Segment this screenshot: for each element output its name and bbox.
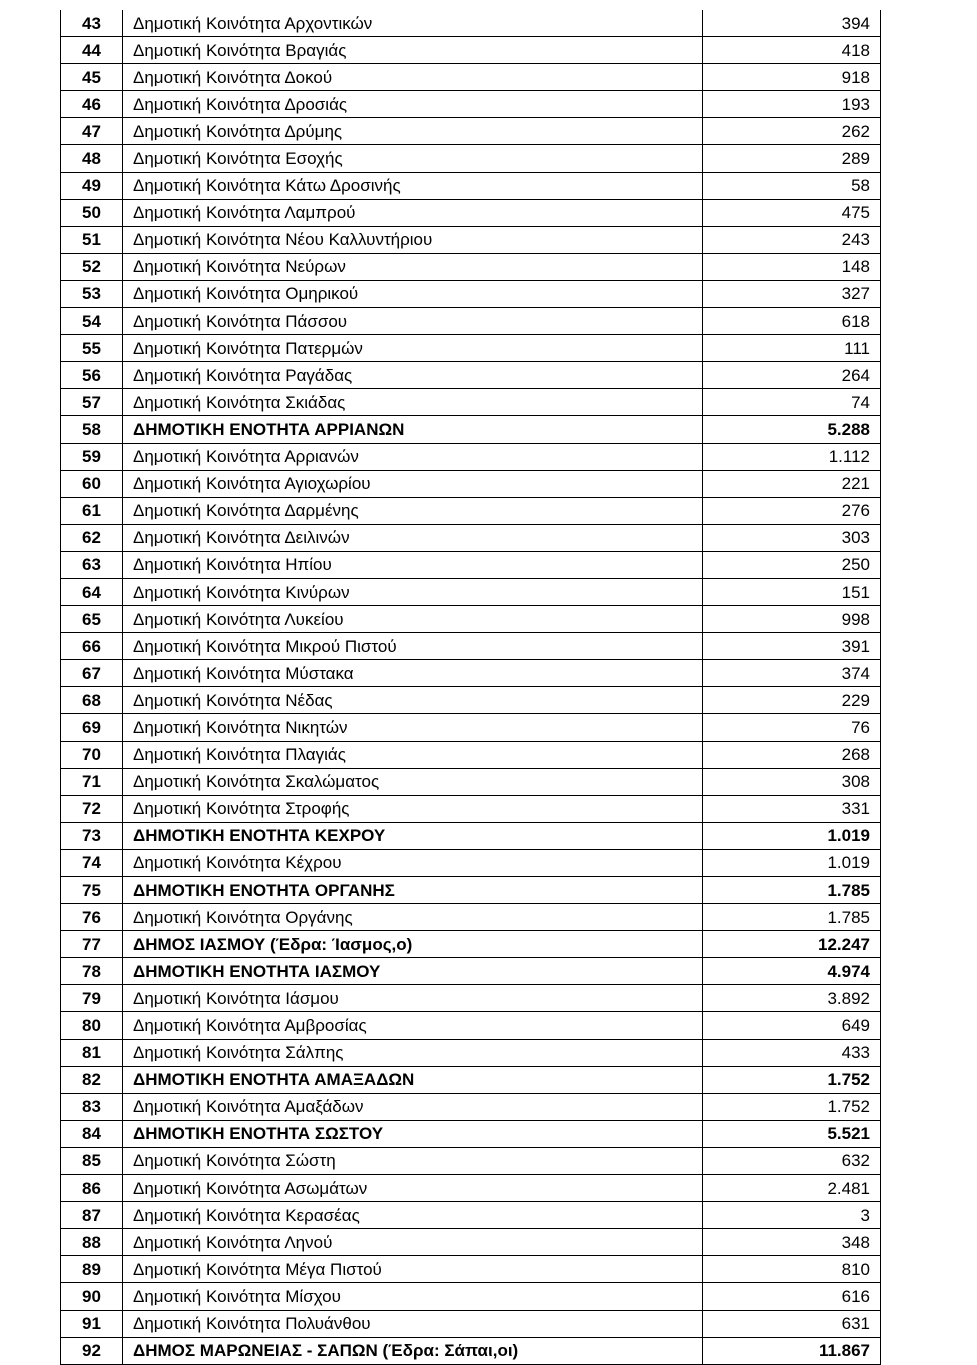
row-number-cell: 48 <box>61 145 123 172</box>
population-value-cell: 5.288 <box>703 416 881 443</box>
table-row <box>61 524 881 551</box>
community-name-cell: ΔΗΜΟΤΙΚΗ ΕΝΟΤΗΤΑ ΙΑΣΜΟΥ <box>123 958 703 985</box>
population-value-cell: 3 <box>703 1202 881 1229</box>
table-row <box>61 1012 881 1039</box>
row-number-cell: 55 <box>61 335 123 362</box>
population-value-cell: 1.752 <box>703 1066 881 1093</box>
population-value-cell: 418 <box>703 37 881 64</box>
community-name-cell: Δημοτική Κοινότητα Αμβροσίας <box>123 1012 703 1039</box>
table-row <box>61 389 881 416</box>
row-number-cell: 44 <box>61 37 123 64</box>
community-name-cell: Δημοτική Κοινότητα Δρύμης <box>123 118 703 145</box>
community-name-cell: Δημοτική Κοινότητα Δαρμένης <box>123 497 703 524</box>
row-number-cell: 76 <box>61 904 123 931</box>
row-number-cell: 84 <box>61 1120 123 1147</box>
population-value-cell: 148 <box>703 253 881 280</box>
population-value-cell: 391 <box>703 633 881 660</box>
table-row <box>61 443 881 470</box>
row-number-cell: 77 <box>61 931 123 958</box>
community-name-cell: Δημοτική Κοινότητα Νέου Καλλυντήριου <box>123 226 703 253</box>
community-name-cell: Δημοτική Κοινότητα Κάτω Δροσινής <box>123 172 703 199</box>
table-row <box>61 416 881 443</box>
population-value-cell: 1.785 <box>703 904 881 931</box>
community-name-cell: Δημοτική Κοινότητα Πλαγιάς <box>123 741 703 768</box>
row-number-cell: 75 <box>61 877 123 904</box>
population-value-cell: 268 <box>703 741 881 768</box>
row-number-cell: 59 <box>61 443 123 470</box>
population-value-cell: 264 <box>703 362 881 389</box>
community-name-cell: Δημοτική Κοινότητα Βραγιάς <box>123 37 703 64</box>
community-name-cell: Δημοτική Κοινότητα Πολυάνθου <box>123 1310 703 1337</box>
row-number-cell: 71 <box>61 768 123 795</box>
population-value-cell: 5.521 <box>703 1120 881 1147</box>
population-value-cell: 193 <box>703 91 881 118</box>
community-name-cell: ΔΗΜΟΤΙΚΗ ΕΝΟΤΗΤΑ ΣΩΣΤΟΥ <box>123 1120 703 1147</box>
population-value-cell: 76 <box>703 714 881 741</box>
row-number-cell: 53 <box>61 280 123 307</box>
row-number-cell: 43 <box>61 10 123 37</box>
row-number-cell: 79 <box>61 985 123 1012</box>
table-row <box>61 687 881 714</box>
table-row <box>61 118 881 145</box>
community-name-cell: Δημοτική Κοινότητα Ηπίου <box>123 551 703 578</box>
community-name-cell: Δημοτική Κοινότητα Νεύρων <box>123 253 703 280</box>
row-number-cell: 49 <box>61 172 123 199</box>
population-value-cell: 632 <box>703 1147 881 1174</box>
table-row <box>61 768 881 795</box>
community-name-cell: Δημοτική Κοινότητα Δροσιάς <box>123 91 703 118</box>
table-row <box>61 91 881 118</box>
population-value-cell: 1.112 <box>703 443 881 470</box>
table-row <box>61 958 881 985</box>
population-value-cell: 327 <box>703 280 881 307</box>
table-row <box>61 551 881 578</box>
row-number-cell: 89 <box>61 1256 123 1283</box>
table-row <box>61 1256 881 1283</box>
row-number-cell: 50 <box>61 199 123 226</box>
community-name-cell: Δημοτική Κοινότητα Λαμπρού <box>123 199 703 226</box>
table-row <box>61 253 881 280</box>
table-row <box>61 335 881 362</box>
table-row <box>61 470 881 497</box>
table-row <box>61 1283 881 1310</box>
table-row <box>61 578 881 605</box>
row-number-cell: 86 <box>61 1175 123 1202</box>
population-value-cell: 221 <box>703 470 881 497</box>
community-name-cell: Δημοτική Κοινότητα Δοκού <box>123 64 703 91</box>
community-name-cell: ΔΗΜΟΤΙΚΗ ΕΝΟΤΗΤΑ ΑΡΡΙΑΝΩΝ <box>123 416 703 443</box>
row-number-cell: 78 <box>61 958 123 985</box>
row-number-cell: 83 <box>61 1093 123 1120</box>
table-row <box>61 660 881 687</box>
table-row <box>61 64 881 91</box>
population-value-cell: 262 <box>703 118 881 145</box>
population-value-cell: 74 <box>703 389 881 416</box>
population-value-cell: 276 <box>703 497 881 524</box>
row-number-cell: 52 <box>61 253 123 280</box>
community-name-cell: Δημοτική Κοινότητα Κινύρων <box>123 578 703 605</box>
community-name-cell: Δημοτική Κοινότητα Μικρού Πιστού <box>123 633 703 660</box>
row-number-cell: 54 <box>61 308 123 335</box>
table-row <box>61 1066 881 1093</box>
table-row <box>61 1093 881 1120</box>
row-number-cell: 91 <box>61 1310 123 1337</box>
row-number-cell: 74 <box>61 849 123 876</box>
population-value-cell: 1.785 <box>703 877 881 904</box>
population-value-cell: 1.019 <box>703 849 881 876</box>
table-row <box>61 1039 881 1066</box>
table-row <box>61 1310 881 1337</box>
community-name-cell: ΔΗΜΟΣ ΜΑΡΩΝΕΙΑΣ - ΣΑΠΩΝ (Έδρα: Σάπαι,οι) <box>123 1337 703 1364</box>
row-number-cell: 90 <box>61 1283 123 1310</box>
population-value-cell: 918 <box>703 64 881 91</box>
table-row <box>61 280 881 307</box>
community-name-cell: Δημοτική Κοινότητα Αρχοντικών <box>123 10 703 37</box>
community-name-cell: ΔΗΜΟΤΙΚΗ ΕΝΟΤΗΤΑ ΟΡΓΑΝΗΣ <box>123 877 703 904</box>
population-value-cell: 3.892 <box>703 985 881 1012</box>
population-value-cell: 303 <box>703 524 881 551</box>
community-name-cell: Δημοτική Κοινότητα Πατερμών <box>123 335 703 362</box>
table-body <box>61 10 881 1364</box>
table-row <box>61 308 881 335</box>
community-name-cell: Δημοτική Κοινότητα Ιάσμου <box>123 985 703 1012</box>
community-name-cell: Δημοτική Κοινότητα Δειλινών <box>123 524 703 551</box>
population-value-cell: 243 <box>703 226 881 253</box>
community-name-cell: Δημοτική Κοινότητα Εσοχής <box>123 145 703 172</box>
row-number-cell: 82 <box>61 1066 123 1093</box>
community-name-cell: Δημοτική Κοινότητα Πάσσου <box>123 308 703 335</box>
row-number-cell: 63 <box>61 551 123 578</box>
table-row <box>61 1120 881 1147</box>
population-value-cell: 810 <box>703 1256 881 1283</box>
community-name-cell: Δημοτική Κοινότητα Αρριανών <box>123 443 703 470</box>
row-number-cell: 45 <box>61 64 123 91</box>
table-row <box>61 37 881 64</box>
row-number-cell: 58 <box>61 416 123 443</box>
row-number-cell: 66 <box>61 633 123 660</box>
community-name-cell: Δημοτική Κοινότητα Ραγάδας <box>123 362 703 389</box>
table-row <box>61 822 881 849</box>
community-name-cell: Δημοτική Κοινότητα Λυκείου <box>123 606 703 633</box>
row-number-cell: 67 <box>61 660 123 687</box>
community-name-cell: Δημοτική Κοινότητα Αγιοχωρίου <box>123 470 703 497</box>
table-row <box>61 741 881 768</box>
row-number-cell: 64 <box>61 578 123 605</box>
community-name-cell: ΔΗΜΟΤΙΚΗ ΕΝΟΤΗΤΑ ΑΜΑΞΑΔΩΝ <box>123 1066 703 1093</box>
community-name-cell: Δημοτική Κοινότητα Ομηρικού <box>123 280 703 307</box>
community-name-cell: Δημοτική Κοινότητα Οργάνης <box>123 904 703 931</box>
population-value-cell: 58 <box>703 172 881 199</box>
community-name-cell: ΔΗΜΟΣ ΙΑΣΜΟΥ (Έδρα: Ίασμος,ο) <box>123 931 703 958</box>
row-number-cell: 70 <box>61 741 123 768</box>
row-number-cell: 87 <box>61 1202 123 1229</box>
table-row <box>61 606 881 633</box>
table-row <box>61 1202 881 1229</box>
row-number-cell: 47 <box>61 118 123 145</box>
table-row <box>61 497 881 524</box>
population-value-cell: 250 <box>703 551 881 578</box>
table-row <box>61 172 881 199</box>
population-value-cell: 433 <box>703 1039 881 1066</box>
population-value-cell: 475 <box>703 199 881 226</box>
population-value-cell: 289 <box>703 145 881 172</box>
row-number-cell: 80 <box>61 1012 123 1039</box>
population-value-cell: 151 <box>703 578 881 605</box>
community-name-cell: Δημοτική Κοινότητα Σάλπης <box>123 1039 703 1066</box>
population-value-cell: 2.481 <box>703 1175 881 1202</box>
population-value-cell: 1.752 <box>703 1093 881 1120</box>
table-row <box>61 633 881 660</box>
table-row <box>61 849 881 876</box>
community-name-cell: ΔΗΜΟΤΙΚΗ ΕΝΟΤΗΤΑ ΚΕΧΡΟΥ <box>123 822 703 849</box>
population-table <box>60 10 881 1365</box>
table-row <box>61 714 881 741</box>
community-name-cell: Δημοτική Κοινότητα Κέχρου <box>123 849 703 876</box>
community-name-cell: Δημοτική Κοινότητα Σκαλώματος <box>123 768 703 795</box>
row-number-cell: 65 <box>61 606 123 633</box>
table-row <box>61 226 881 253</box>
table-row <box>61 931 881 958</box>
population-value-cell: 111 <box>703 335 881 362</box>
community-name-cell: Δημοτική Κοινότητα Ληνού <box>123 1229 703 1256</box>
table-row <box>61 985 881 1012</box>
table-row <box>61 1147 881 1174</box>
population-table-container <box>60 10 880 1365</box>
population-value-cell: 394 <box>703 10 881 37</box>
row-number-cell: 60 <box>61 470 123 497</box>
table-row <box>61 1337 881 1364</box>
community-name-cell: Δημοτική Κοινότητα Μέγα Πιστού <box>123 1256 703 1283</box>
row-number-cell: 73 <box>61 822 123 849</box>
community-name-cell: Δημοτική Κοινότητα Μίσχου <box>123 1283 703 1310</box>
table-row <box>61 904 881 931</box>
population-value-cell: 4.974 <box>703 958 881 985</box>
community-name-cell: Δημοτική Κοινότητα Ασωμάτων <box>123 1175 703 1202</box>
row-number-cell: 88 <box>61 1229 123 1256</box>
row-number-cell: 61 <box>61 497 123 524</box>
population-value-cell: 11.867 <box>703 1337 881 1364</box>
population-value-cell: 618 <box>703 308 881 335</box>
population-value-cell: 649 <box>703 1012 881 1039</box>
community-name-cell: Δημοτική Κοινότητα Στροφής <box>123 795 703 822</box>
population-value-cell: 616 <box>703 1283 881 1310</box>
row-number-cell: 69 <box>61 714 123 741</box>
community-name-cell: Δημοτική Κοινότητα Νέδας <box>123 687 703 714</box>
table-row <box>61 199 881 226</box>
table-row <box>61 145 881 172</box>
population-value-cell: 229 <box>703 687 881 714</box>
population-value-cell: 12.247 <box>703 931 881 958</box>
row-number-cell: 56 <box>61 362 123 389</box>
row-number-cell: 46 <box>61 91 123 118</box>
population-value-cell: 1.019 <box>703 822 881 849</box>
row-number-cell: 81 <box>61 1039 123 1066</box>
population-value-cell: 631 <box>703 1310 881 1337</box>
table-row <box>61 362 881 389</box>
population-value-cell: 998 <box>703 606 881 633</box>
community-name-cell: Δημοτική Κοινότητα Κερασέας <box>123 1202 703 1229</box>
table-row <box>61 795 881 822</box>
community-name-cell: Δημοτική Κοινότητα Σκιάδας <box>123 389 703 416</box>
community-name-cell: Δημοτική Κοινότητα Μύστακα <box>123 660 703 687</box>
row-number-cell: 51 <box>61 226 123 253</box>
population-value-cell: 308 <box>703 768 881 795</box>
row-number-cell: 85 <box>61 1147 123 1174</box>
community-name-cell: Δημοτική Κοινότητα Αμαξάδων <box>123 1093 703 1120</box>
table-row <box>61 1229 881 1256</box>
population-value-cell: 348 <box>703 1229 881 1256</box>
row-number-cell: 57 <box>61 389 123 416</box>
community-name-cell: Δημοτική Κοινότητα Νικητών <box>123 714 703 741</box>
community-name-cell: Δημοτική Κοινότητα Σώστη <box>123 1147 703 1174</box>
row-number-cell: 92 <box>61 1337 123 1364</box>
row-number-cell: 68 <box>61 687 123 714</box>
table-row <box>61 10 881 37</box>
table-row <box>61 1175 881 1202</box>
row-number-cell: 62 <box>61 524 123 551</box>
population-value-cell: 331 <box>703 795 881 822</box>
row-number-cell: 72 <box>61 795 123 822</box>
population-value-cell: 374 <box>703 660 881 687</box>
table-row <box>61 877 881 904</box>
